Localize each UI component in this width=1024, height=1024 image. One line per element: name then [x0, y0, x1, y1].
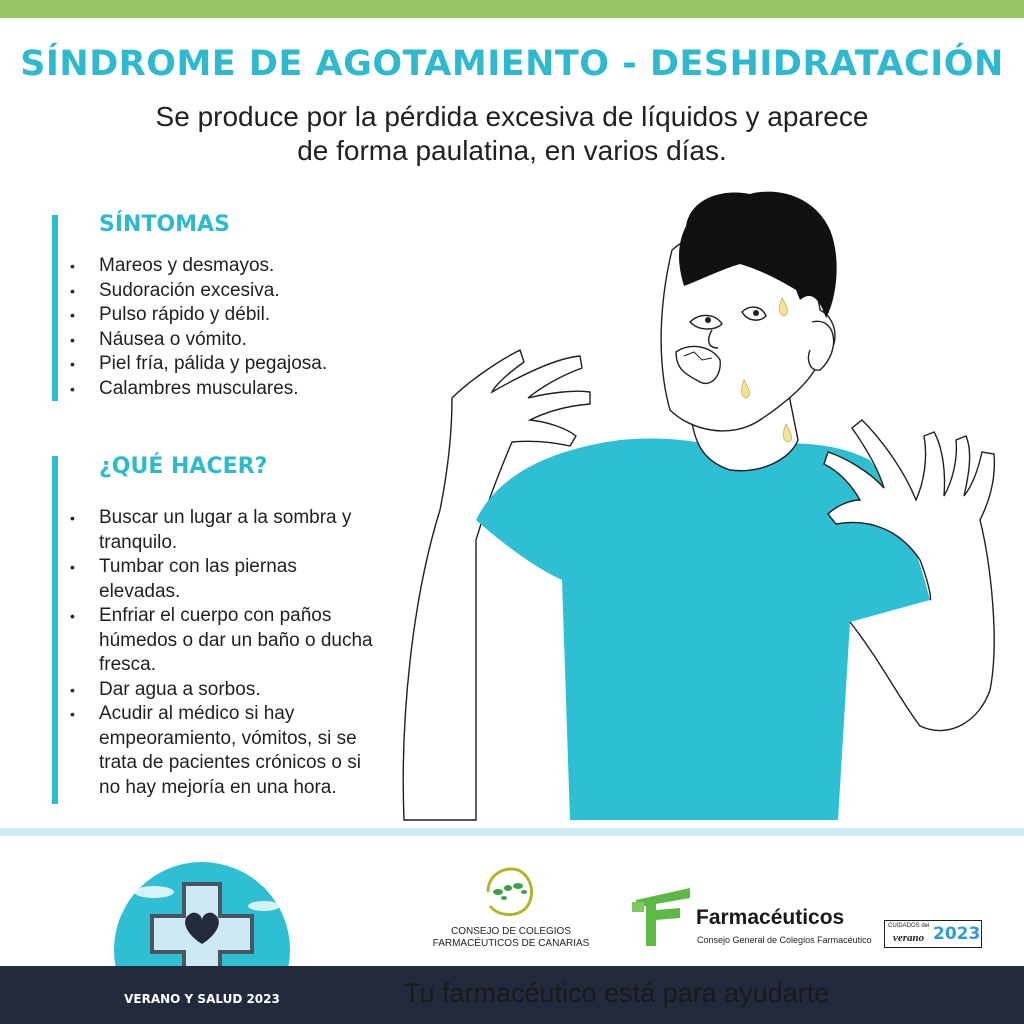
ccf-line: CONSEJO DE COLEGIOS	[450, 926, 572, 937]
bullet: •	[70, 608, 75, 624]
canarias-islands-logo	[478, 862, 538, 922]
list-item	[70, 604, 373, 678]
ccf-name	[416, 926, 606, 950]
section-divider	[0, 828, 1024, 836]
symptoms-list	[70, 254, 327, 401]
bullet: •	[70, 380, 75, 397]
year-label: 2023	[933, 924, 981, 944]
symptoms-accent-bar	[52, 215, 58, 401]
bullet: •	[70, 331, 75, 348]
list-item	[70, 303, 327, 328]
list-item	[70, 279, 327, 304]
farmaceuticos-name: Farmacéuticos	[696, 906, 845, 929]
subtitle-line: de forma paulatina, en varios días.	[297, 135, 727, 166]
list-item	[70, 254, 327, 279]
bullet: •	[70, 681, 75, 698]
symptom-text: Náusea o vómito.	[99, 328, 247, 350]
farmaceuticos-f-logo	[632, 884, 692, 948]
slogan: Tu farmacéutico está para ayudarte	[404, 978, 830, 1008]
action-line: fresca.	[99, 654, 157, 675]
dehydrated-person-illustration	[400, 190, 1024, 830]
action-line: no hay mejoría en una hora.	[99, 776, 337, 798]
page-subtitle	[112, 100, 912, 168]
cuidados-label: CUIDADOS del	[888, 923, 930, 929]
action-line: Acudir al médico si hay	[99, 703, 295, 724]
bullet: •	[70, 307, 75, 323]
page-title: SÍNDROME DE AGOTAMIENTO - DESHIDRATACIÓN	[20, 44, 1004, 84]
symptoms-heading: SÍNTOMAS	[99, 212, 230, 237]
symptom-text: Calambres musculares.	[99, 377, 299, 399]
bullet: •	[70, 559, 75, 575]
action-line: Buscar un lugar a la sombra y	[99, 507, 352, 528]
cuidados-verano-badge	[884, 920, 982, 948]
action-line: húmedos o dar un baño o ducha	[99, 629, 373, 651]
subtitle-line: Se produce por la pérdida excesiva de líquidos y aparece	[155, 101, 869, 132]
list-item	[70, 506, 373, 555]
bullet: •	[70, 258, 75, 274]
list-item	[70, 678, 373, 703]
symptom-text: Sudoración excesiva.	[99, 279, 280, 301]
symptom-text: Pulso rápido y débil.	[99, 304, 271, 325]
actions-accent-bar	[52, 456, 58, 804]
action-line: Dar agua a sorbos.	[99, 678, 261, 700]
list-item	[70, 352, 327, 377]
top-accent-bar	[0, 0, 1024, 18]
action-line: trata de pacientes crónicos o si	[99, 752, 361, 773]
farmaceuticos-subtitle: Consejo General de Colegios Farmacéutico	[697, 935, 872, 945]
bullet: •	[70, 706, 75, 722]
badge-label: VERANO Y SALUD 2023	[124, 992, 280, 1006]
bullet: •	[70, 510, 75, 526]
action-line: tranquilo.	[99, 531, 178, 553]
list-item	[70, 377, 327, 402]
action-line: Enfriar el cuerpo con paños	[99, 605, 332, 626]
actions-list	[70, 506, 373, 800]
list-item	[70, 555, 373, 604]
action-line: elevadas.	[99, 580, 181, 602]
bullet: •	[70, 356, 75, 372]
list-item	[70, 702, 373, 800]
symptom-text: Mareos y desmayos.	[99, 255, 275, 276]
action-line: Tumbar con las piernas	[99, 556, 297, 577]
bullet: •	[70, 282, 75, 299]
action-line: empeoramiento, vómitos, si se	[99, 727, 357, 749]
ccf-line: FARMACÉUTICOS DE CANARIAS	[432, 938, 590, 949]
actions-heading: ¿QUÉ HACER?	[99, 454, 268, 479]
symptom-text: Piel fría, pálida y pegajosa.	[99, 353, 328, 374]
list-item	[70, 328, 327, 353]
verano-label: verano	[893, 932, 925, 944]
